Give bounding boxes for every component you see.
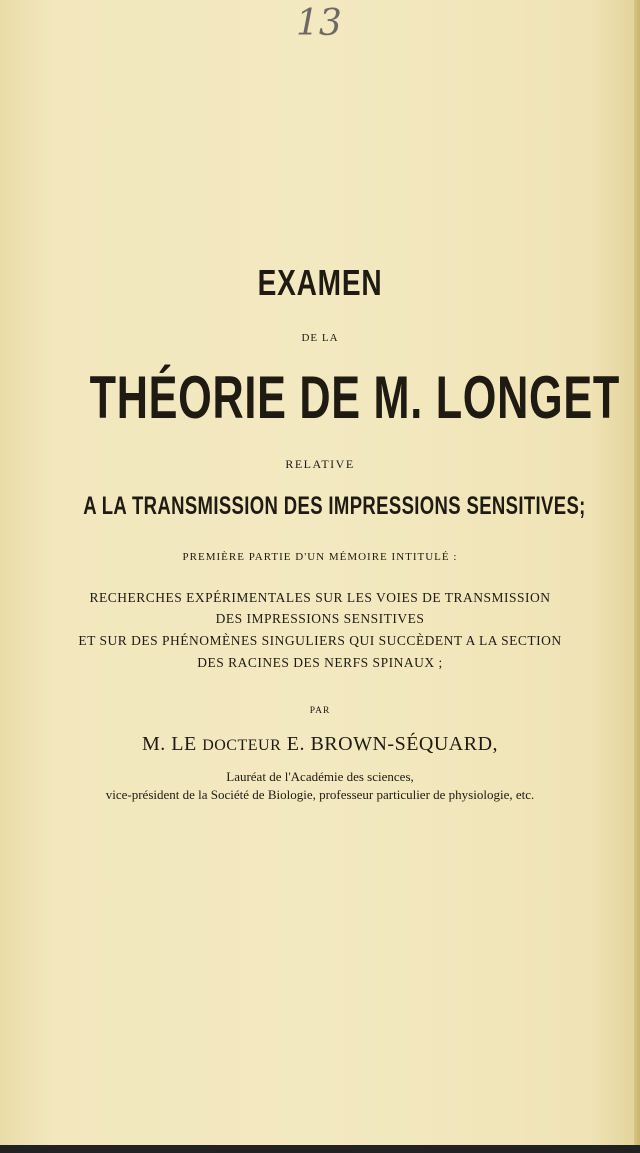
- title-theorie: THÉORIE DE M. LONGET: [89, 364, 621, 431]
- author-prefix: M. LE: [141, 733, 197, 755]
- author-title: DOCTEUR: [202, 737, 282, 754]
- research-line: ET SUR DES PHÉNOMÈNES SINGULIERS QUI SUCCÈDENT A LA SECTION: [78, 633, 562, 648]
- author-credential: Lauréat de l'Académie des sciences,: [226, 769, 414, 784]
- title-relative: RELATIVE: [285, 457, 355, 471]
- author-line: [0, 733, 640, 756]
- title-examen: EXAMEN: [257, 262, 383, 303]
- author-credential: vice-président de la Société de Biologie, professeur particulier de physiologie, etc.: [105, 787, 535, 802]
- scan-border: [0, 1145, 640, 1153]
- research-line: DES IMPRESSIONS SENSITIVES: [215, 611, 425, 626]
- page-edge: [634, 0, 640, 1153]
- author-name: E. BROWN-SÉQUARD,: [286, 733, 499, 755]
- research-line: DES RACINES DES NERFS SPINAUX ;: [197, 655, 443, 670]
- pencil-page-number: 13: [296, 3, 342, 44]
- subtitle-premiere-partie: PREMIÈRE PARTIE D'UN MÉMOIRE INTITULÉ :: [182, 551, 458, 563]
- title-de-la: DE LA: [301, 332, 339, 344]
- title-transmission: A LA TRANSMISSION DES IMPRESSIONS SENSITIVES;: [83, 492, 586, 520]
- by-label: PAR: [309, 706, 331, 716]
- research-line: RECHERCHES EXPÉRIMENTALES SUR LES VOIES DE TRANSMISSION: [89, 590, 551, 605]
